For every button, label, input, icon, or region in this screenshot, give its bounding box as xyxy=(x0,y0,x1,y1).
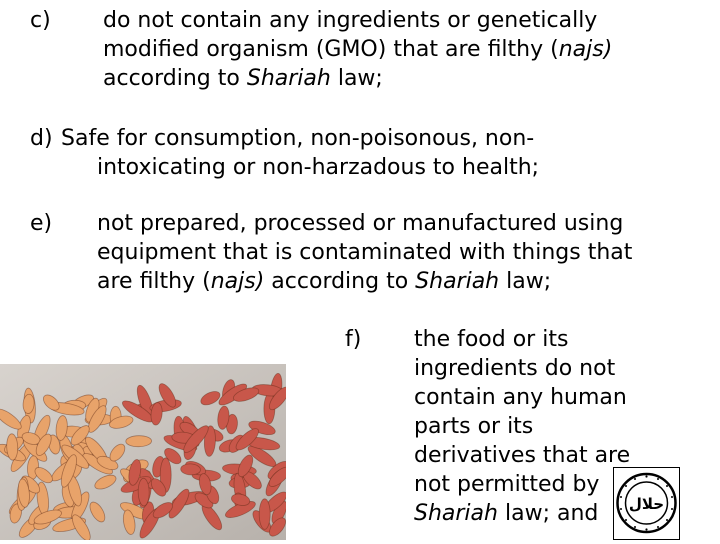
item-e-line-2: equipment that is contaminated with things that xyxy=(97,240,633,265)
item-c-line-1: do not contain any ingredients or genetically xyxy=(103,8,598,33)
item-e-line-1: not prepared, processed or manufactured using xyxy=(97,211,624,236)
item-f-line-7-italic: Shariah xyxy=(414,501,498,526)
item-f-line-1: the food or its xyxy=(414,327,569,352)
sausage-link xyxy=(126,435,152,446)
item-c-line-2-text: modified organism (GMO) that are filthy ( xyxy=(103,37,559,62)
item-c-line-3-text: according to xyxy=(103,66,247,91)
item-f-line-5: derivatives that are xyxy=(414,443,631,468)
item-f-line-4: parts or its xyxy=(414,414,534,439)
item-c-line-3-italic: Shariah xyxy=(246,66,331,91)
sausages-photo xyxy=(0,364,286,540)
item-f-line-2: ingredients do not xyxy=(414,356,616,381)
item-c-line-3 xyxy=(103,64,383,93)
item-e-line-3-italic-1: najs) xyxy=(210,269,265,294)
item-f-marker: f) xyxy=(345,327,362,352)
item-e-line-3-text-a: are filthy ( xyxy=(97,269,211,294)
item-c-line-2 xyxy=(103,35,612,64)
item-d-line-2: intoxicating or non-harzadous to health; xyxy=(97,155,540,180)
item-e-line-3-text-b: according to xyxy=(264,269,416,294)
item-c-marker: c) xyxy=(30,8,51,33)
sausage-link xyxy=(259,499,270,530)
item-f-line-7-end: law; and xyxy=(497,501,599,526)
halal-logo-text: حلال xyxy=(628,495,665,513)
item-d-marker: d) xyxy=(30,126,53,151)
item-e-line-3-italic-2: Shariah xyxy=(415,269,500,294)
item-f-line-7 xyxy=(414,499,598,528)
item-e-line-3-text-c: law; xyxy=(499,269,552,294)
item-f-line-3: contain any human xyxy=(414,385,627,410)
halal-logo xyxy=(613,467,680,540)
item-c-line-2-italic: najs) xyxy=(558,37,613,62)
sausage-link xyxy=(138,478,149,506)
item-e-line-3 xyxy=(97,267,551,296)
item-d-line-1: Safe for consumption, non-poisonous, non- xyxy=(61,126,535,151)
item-e-marker: e) xyxy=(30,211,53,236)
item-f-line-6: not permitted by xyxy=(414,472,600,497)
item-c-line-3-end: law; xyxy=(330,66,383,91)
